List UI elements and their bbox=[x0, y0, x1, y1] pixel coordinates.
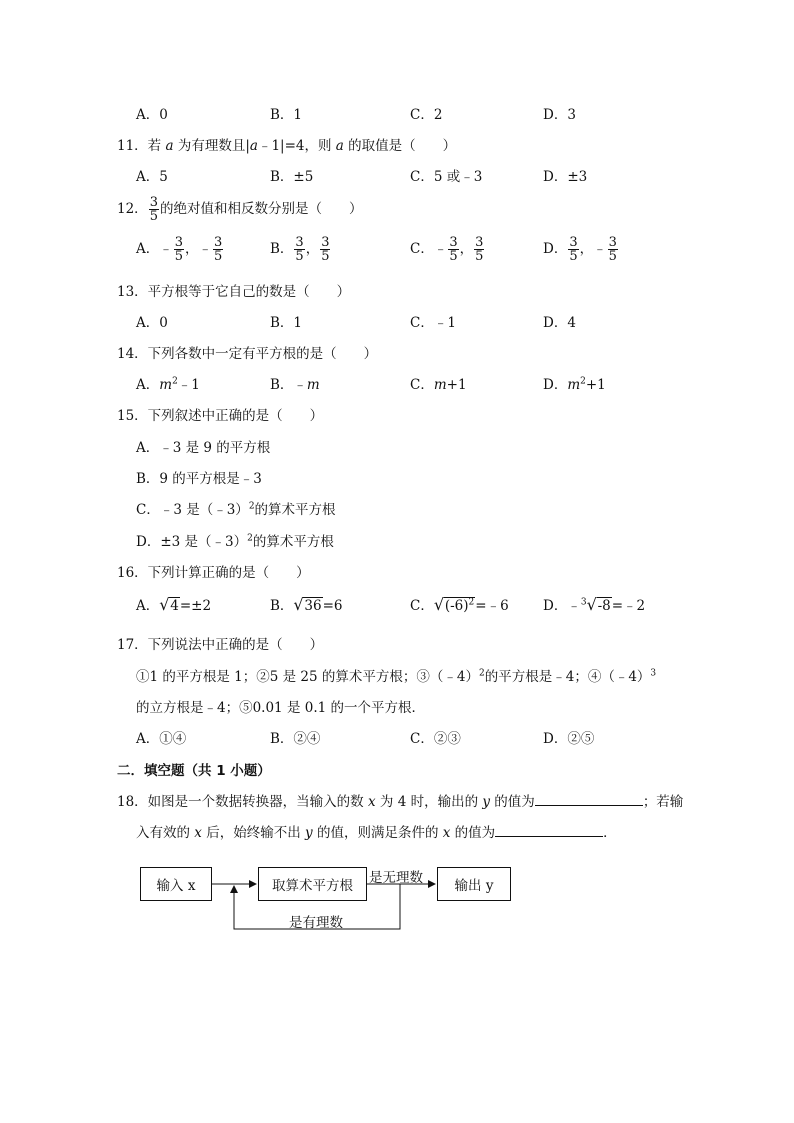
option-d: D．②⑤ bbox=[543, 731, 595, 747]
text: 后，始终输不出 bbox=[201, 825, 306, 841]
var: a bbox=[335, 138, 344, 154]
exponent: 3 bbox=[650, 668, 657, 679]
result: =6 bbox=[322, 598, 343, 614]
option-text: 的算术平方根 bbox=[252, 534, 334, 550]
var: x bbox=[194, 825, 202, 841]
option-text: D．±3 是（﹣3） bbox=[136, 534, 248, 550]
var: x bbox=[442, 825, 451, 841]
option-label: D． bbox=[543, 377, 568, 393]
numerator: 3 bbox=[149, 195, 158, 210]
expr: +1 bbox=[446, 377, 467, 393]
option-label: B． bbox=[270, 241, 294, 257]
q14-text: 14．下列各数中一定有平方根的是（ ） bbox=[117, 346, 378, 362]
expr: +1 bbox=[585, 377, 606, 393]
option-b: B．②④ bbox=[270, 731, 321, 747]
numerator: 3 bbox=[295, 235, 304, 250]
exponent: 2 bbox=[580, 376, 586, 387]
option-label: C． bbox=[410, 377, 434, 393]
exponent: 2 bbox=[247, 533, 253, 544]
var: m bbox=[306, 377, 320, 393]
text: 的值为 bbox=[450, 825, 496, 841]
denominator: 5 bbox=[321, 249, 330, 264]
var: m bbox=[159, 377, 173, 393]
var: m bbox=[567, 377, 581, 393]
text: ①1 的平方根是 1；②5 是 25 的算术平方根；③（﹣4） bbox=[136, 669, 479, 685]
exponent: 2 bbox=[248, 501, 255, 512]
expr: ﹣1 bbox=[177, 377, 200, 393]
radicand: 36 bbox=[304, 598, 322, 614]
q11-text: 为有理数且| bbox=[173, 138, 250, 154]
option-label: B．﹣ bbox=[270, 377, 307, 393]
minus: ﹣ bbox=[159, 241, 173, 257]
var: y bbox=[305, 825, 313, 841]
statement-text: 的立方根是﹣4；⑤0.01 是 0.1 的一个平方根． bbox=[136, 700, 425, 716]
numerator: 3 bbox=[321, 235, 330, 250]
denominator: 5 bbox=[214, 249, 223, 264]
option-b: B．1 bbox=[270, 315, 303, 331]
option-d: D．±3 bbox=[543, 169, 588, 185]
q16-text: 16．下列计算正确的是（ ） bbox=[117, 565, 310, 581]
option-c: C．5 或﹣3 bbox=[410, 169, 483, 185]
denominator: 5 bbox=[174, 249, 184, 264]
minus: ﹣ bbox=[198, 241, 213, 257]
option-c: C．②③ bbox=[410, 731, 461, 747]
option-a: A．5 bbox=[136, 169, 168, 185]
radicand: -8 bbox=[597, 598, 611, 614]
numerator: 3 bbox=[608, 235, 617, 250]
denominator: 5 bbox=[608, 249, 617, 264]
q12-text: 的绝对值和相反数分别是（ ） bbox=[159, 201, 363, 217]
flow-input-box bbox=[140, 867, 212, 901]
numerator: 3 bbox=[174, 235, 184, 250]
option-label: D． bbox=[543, 241, 568, 257]
result: =﹣6 bbox=[475, 598, 509, 614]
option-a: A．0 bbox=[136, 107, 168, 123]
text: 的平方根是﹣4；④（﹣4） bbox=[484, 669, 651, 685]
q11-text: 11．若 bbox=[117, 138, 166, 154]
flow-rational-label: 是有理数 bbox=[289, 915, 343, 931]
minus: ﹣ bbox=[433, 241, 448, 257]
option-text: 的算术平方根 bbox=[254, 502, 336, 518]
option-label: D．﹣ bbox=[543, 598, 581, 614]
option-d: D．3 bbox=[543, 107, 576, 123]
q11-text: ﹣1|=4，则 bbox=[257, 138, 336, 154]
option-b: B．1 bbox=[270, 107, 303, 123]
text: 18．如图是一个数据转换器，当输入的数 bbox=[117, 794, 368, 810]
option-text: C．﹣3 是（﹣3） bbox=[136, 502, 249, 518]
var: y bbox=[482, 794, 491, 810]
numerator: 3 bbox=[214, 235, 223, 250]
radical-icon: √ bbox=[159, 595, 170, 614]
radicand-base: (-6) bbox=[444, 598, 469, 614]
result: =﹣2 bbox=[611, 598, 646, 614]
option-a: A．①④ bbox=[136, 731, 187, 747]
q11-text: 的取值是（ ） bbox=[343, 138, 457, 154]
section-heading: 二．填空题（共 1 小题） bbox=[117, 763, 271, 779]
flow-input-label: 输入 x bbox=[156, 878, 196, 894]
radical-icon: √ bbox=[586, 595, 597, 614]
flow-output-label: 输出 y bbox=[454, 878, 494, 894]
numerator: 3 bbox=[569, 235, 578, 250]
radical-icon: √ bbox=[433, 594, 445, 614]
flow-process-box bbox=[258, 867, 367, 901]
var: a bbox=[165, 138, 174, 154]
exponent: 2 bbox=[172, 376, 178, 387]
flow-output-box bbox=[437, 867, 511, 901]
option-c: C．﹣1 bbox=[410, 315, 456, 331]
var: m bbox=[433, 377, 447, 393]
denominator: 5 bbox=[569, 249, 578, 264]
q17-text: 17．下列说法中正确的是（ ） bbox=[117, 637, 324, 653]
option-label: A． bbox=[136, 377, 160, 393]
q12-number: 12． bbox=[117, 201, 148, 217]
flow-process-label: 取算术平方根 bbox=[272, 878, 353, 894]
var: x bbox=[367, 794, 376, 810]
comma: ， bbox=[185, 241, 199, 257]
option-a: A．0 bbox=[136, 315, 168, 331]
exponent: 2 bbox=[468, 597, 475, 608]
var: a bbox=[249, 138, 258, 154]
option-label: C． bbox=[410, 241, 434, 257]
text: 的值为 bbox=[490, 794, 535, 810]
option-label: A． bbox=[136, 598, 160, 614]
numerator: 3 bbox=[475, 235, 484, 250]
option-a: A．﹣3 是 9 的平方根 bbox=[136, 440, 271, 456]
option-c: C．2 bbox=[410, 107, 443, 123]
q13-text: 13．平方根等于它自己的数是（ ） bbox=[117, 284, 351, 300]
option-label: C． bbox=[410, 598, 434, 614]
exponent: 2 bbox=[479, 668, 485, 679]
text: 为 4 时，输出的 bbox=[375, 794, 483, 810]
result: =±2 bbox=[179, 598, 212, 614]
option-d: D．4 bbox=[543, 315, 576, 331]
q15-text: 15．下列叙述中正确的是（ ） bbox=[117, 408, 324, 424]
option-label: A． bbox=[136, 241, 160, 257]
numerator: 3 bbox=[449, 235, 458, 250]
flow-irrational-label: 是无理数 bbox=[369, 870, 423, 886]
denominator: 5 bbox=[449, 249, 458, 264]
denominator: 5 bbox=[149, 209, 158, 224]
radical-icon: √ bbox=[293, 595, 304, 614]
comma: ， bbox=[579, 241, 594, 257]
denominator: 5 bbox=[295, 249, 304, 264]
comma: ， bbox=[305, 241, 320, 257]
option-b: B．±5 bbox=[270, 169, 314, 185]
option-label: B． bbox=[270, 598, 294, 614]
radicand: 4 bbox=[170, 598, 179, 614]
comma: ， bbox=[459, 241, 474, 257]
text: ． bbox=[603, 825, 617, 841]
root-index: 3 bbox=[580, 597, 587, 608]
option-b: B．9 的平方根是﹣3 bbox=[136, 471, 262, 487]
minus: ﹣ bbox=[593, 241, 607, 257]
denominator: 5 bbox=[475, 249, 484, 264]
text: ；若输 bbox=[642, 794, 684, 810]
text: 的值，则满足条件的 bbox=[312, 825, 443, 841]
text: 入有效的 bbox=[136, 825, 195, 841]
